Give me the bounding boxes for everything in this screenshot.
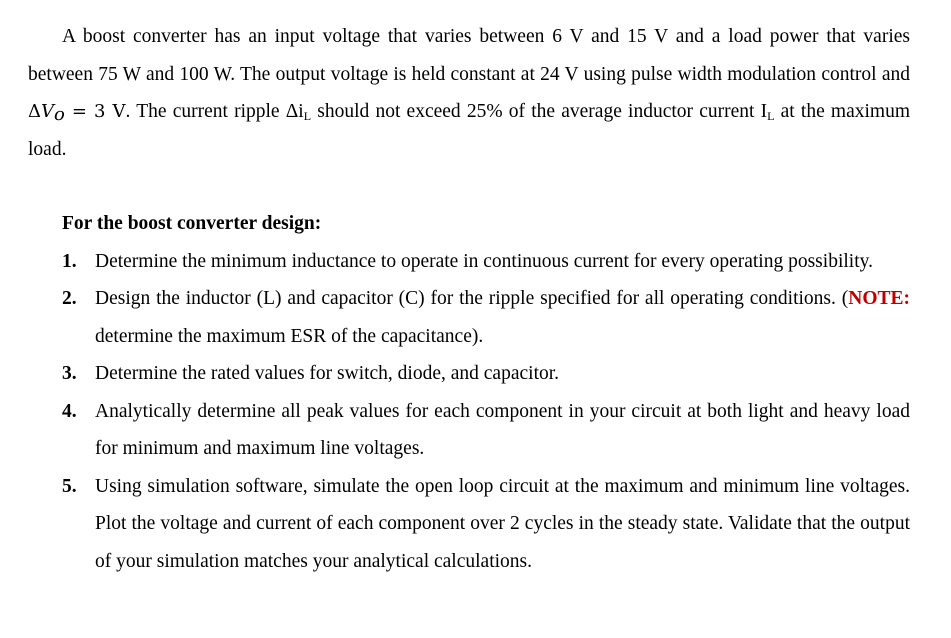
task-item-3	[62, 355, 910, 393]
task-item-4	[62, 393, 910, 468]
output-ripple-value: = 3 V	[64, 101, 126, 122]
task-text-4: Analytically determine all peak values for each component in your circuit at both light and heavy load for minimum and maximum line voltages.	[95, 400, 910, 459]
delta-symbol: Δ	[28, 101, 41, 122]
inductor-current-subscript: L	[767, 109, 775, 123]
task-item-5	[62, 468, 910, 581]
task-number-5: 5.	[62, 475, 77, 497]
output-voltage-symbol: V	[41, 101, 54, 122]
problem-text-part1: A boost converter has an input voltage that varies between 6 V and 15 V and a load power that varies between 75 W and 100 W. The output voltage is held constant at 24 V using pulse width modulation control and	[28, 26, 910, 85]
document-page	[28, 18, 910, 580]
design-section	[28, 205, 910, 580]
note-label: NOTE:	[848, 288, 910, 309]
task-list	[62, 243, 910, 581]
problem-text-part3: should not exceed 25% of the average inductor current I	[311, 101, 768, 122]
task-number-3: 3.	[62, 363, 77, 384]
problem-text-part4: at the maximum load.	[28, 101, 910, 160]
task-text-1: Determine the minimum inductance to operate in continuous current for every operating possibility.	[95, 250, 873, 272]
section-heading: For the boost converter design:	[62, 213, 322, 234]
task-text-2: Design the inductor (L) and capacitor (C) for the ripple specified for all operating conditions. (	[95, 288, 849, 309]
problem-text-part2: . The current ripple Δi	[125, 101, 304, 122]
task-text-5: Using simulation software, simulate the open loop circuit at the maximum and minimum line voltages. Plot the voltage and current of each component over 2 cycles in the steady state. Validate that the output of your simulation matches your analytical calculations.	[95, 475, 910, 572]
task-text-2-after: determine the maximum ESR of the capacitance).	[95, 325, 484, 347]
problem-statement	[28, 18, 910, 168]
ripple-current-subscript: L	[303, 109, 312, 123]
task-number-2: 2.	[62, 288, 77, 309]
task-item-2	[62, 280, 910, 355]
task-number-4: 4.	[62, 400, 77, 422]
task-number-1: 1.	[62, 250, 77, 272]
task-text-3: Determine the rated values for switch, diode, and capacitor.	[95, 363, 560, 384]
task-item-1	[62, 243, 910, 281]
output-voltage-subscript: o	[54, 104, 65, 125]
